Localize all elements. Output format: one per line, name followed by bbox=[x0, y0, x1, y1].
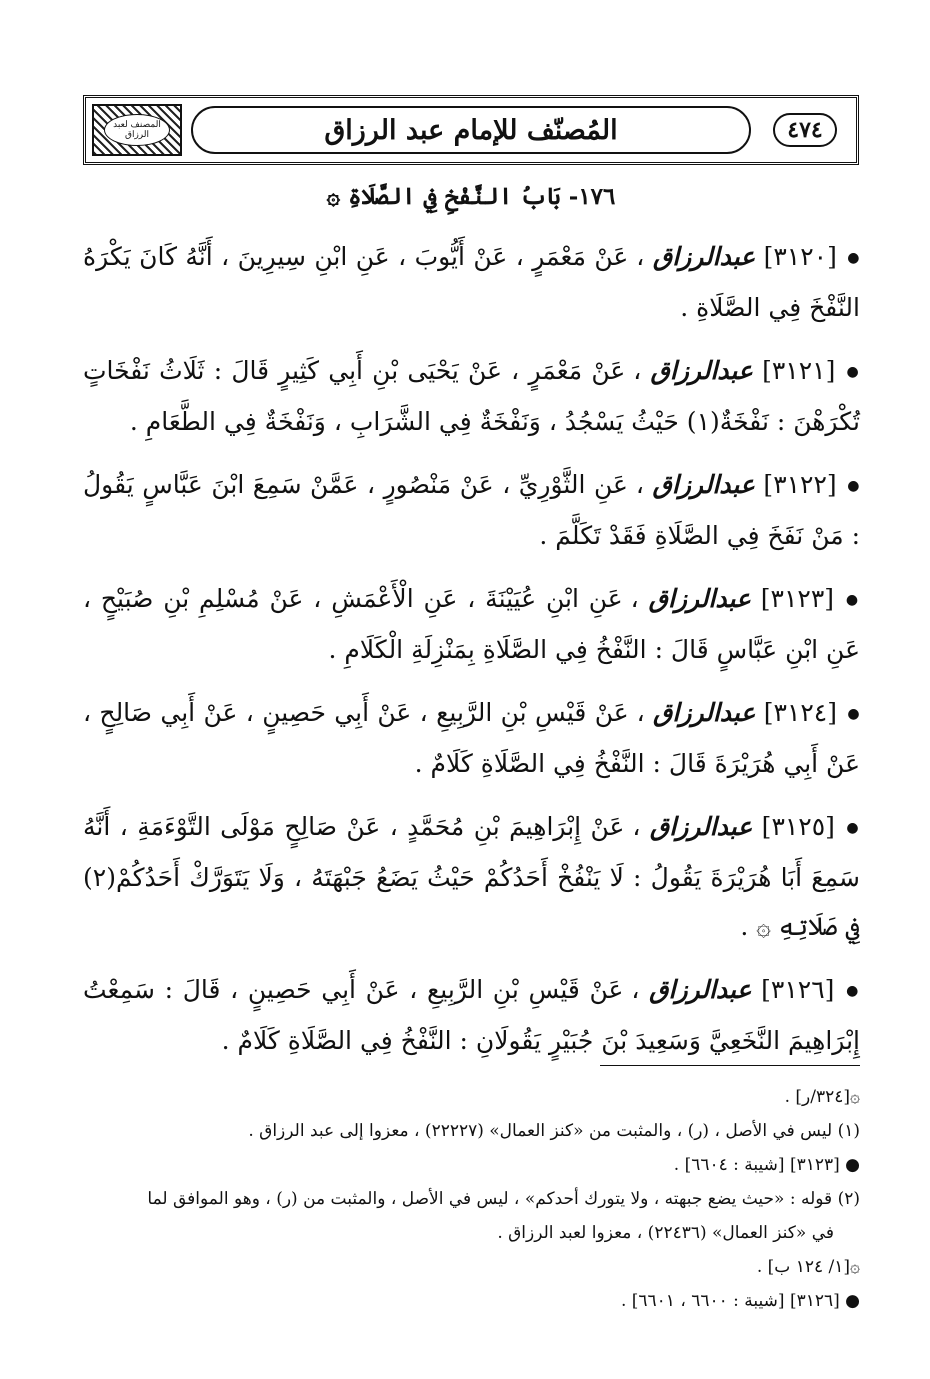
entry-author: عبدالرزاق bbox=[648, 584, 751, 613]
entry-text: ، عَنْ إِبْرَاهِيمَ بْنِ مُحَمَّدٍ ، عَنْ صَالِحٍ مَوْلَى التَّوْءَمَةِ ، أَنَّهُ سَمِعَ أَبَا هُرَيْرَةَ يَقُولُ : لَا يَنْفُخْ أَحَدُكُمْ حَيْثُ يَضَعُ جَبْهَتَهُ ، وَلَا يَتَوَرَّكْ أَحَدُكُمْ(٢) فِي صَلَاتِهِ ۞ . bbox=[83, 812, 860, 941]
entry-number: [٣١٢١] bbox=[762, 356, 836, 385]
footnote-separator bbox=[600, 1065, 860, 1066]
footnote: ۞[٣٢٤/ر] . bbox=[784, 1087, 860, 1107]
footnote: ● [٣١٢٣] [شيبة : ٦٦٠٤] . bbox=[673, 1155, 860, 1175]
entry-author: عبدالرزاق bbox=[653, 698, 756, 727]
hadith-entry bbox=[83, 965, 860, 1065]
hadith-entry bbox=[83, 574, 860, 674]
hadith-entry bbox=[83, 460, 860, 560]
footnote: (٢) قوله : «حيث يضع جبهته ، ولا يتورك أحدكم» ، ليس في الأصل ، والمثبت من (ر) ، وهو الموافق لما bbox=[147, 1189, 860, 1209]
bullet-icon: ● bbox=[847, 250, 860, 266]
hadith-entry bbox=[83, 346, 860, 446]
entry-author: عبدالرزاق bbox=[649, 975, 752, 1004]
entry-text: ، عَنِ الثَّوْرِيِّ ، عَنْ مَنْصُورٍ ، عَمَّنْ سَمِعَ ابْنَ عَبَّاسٍ يَقُولُ : مَنْ نَفَخَ فِي الصَّلَاةِ فَقَدْ تَكَلَّمَ . bbox=[83, 470, 860, 550]
footnote: في «كنز العمال» (٢٢٤٣٦) ، معزوا لعبد الرزاق . bbox=[497, 1223, 834, 1243]
bullet-icon: ● bbox=[847, 706, 860, 722]
ornament-text: المصنف لعبد الرزاق bbox=[104, 114, 170, 146]
main-text bbox=[83, 232, 860, 1079]
header-cartouche bbox=[191, 106, 751, 154]
hadith-entry bbox=[83, 802, 860, 951]
bullet-icon: ● bbox=[846, 364, 860, 380]
header-ornament-left bbox=[92, 104, 182, 156]
hadith-entry bbox=[83, 232, 860, 332]
entry-number: [٣١٢٤] bbox=[763, 698, 837, 727]
page-header bbox=[83, 95, 859, 165]
entry-text: ، عَنْ مَعْمَرٍ ، عَنْ يَحْيَى بْنِ أَبِي كَثِيرٍ قَالَ : ثَلَاثُ نَفْخَاتٍ تُكْرَهْنَ : نَفْخَةٌ(١) حَيْثُ يَسْجُدُ ، وَنَفْخَةٌ فِي الشَّرَابِ ، وَنَفْخَةٌ فِي الطَّعَامِ . bbox=[83, 356, 860, 436]
entry-author: عبدالرزاق bbox=[649, 812, 753, 841]
bullet-icon: ● bbox=[845, 592, 860, 608]
entry-author: عبدالرزاق bbox=[650, 356, 753, 385]
entry-number: [٣١٢٦] bbox=[761, 975, 835, 1004]
entry-text: ، عَنْ قَيْسِ بْنِ الرَّبِيعِ ، عَنْ أَبِي حَصِينٍ ، قَالَ : سَمِعْتُ إِبْرَاهِيمَ النَّخَعِيَّ وَسَعِيدَ بْنَ جُبَيْرٍ يَقُولَانِ : النَّفْخُ فِي الصَّلَاةِ كَلَامٌ . bbox=[83, 975, 860, 1055]
footnote: ● [٣١٢٦] [شيبة : ٦٦٠٠ ، ٦٦٠١] . bbox=[620, 1291, 860, 1311]
bullet-icon: ● bbox=[847, 478, 861, 494]
entry-number: [٣١٢٠] bbox=[763, 242, 837, 271]
book-title: المُصنّف للإمام عبد الرزاق bbox=[324, 114, 618, 146]
entry-text: ، عَنْ مَعْمَرٍ ، عَنْ أَيُّوبَ ، عَنِ ابْنِ سِيرِينَ ، أَنَّهُ كَانَ يَكْرَهُ النَّفْخَ فِي الصَّلَاةِ . bbox=[83, 242, 860, 322]
entry-text: ، عَنْ قَيْسِ بْنِ الرَّبِيعِ ، عَنْ أَبِي حَصِينٍ ، عَنْ أَبِي صَالِحٍ ، عَنْ أَبِي هُرَيْرَةَ قَالَ : النَّفْخُ فِي الصَّلَاةِ كَلَامٌ . bbox=[83, 698, 860, 778]
footnote: (١) ليس في الأصل ، (ر) ، والمثبت من «كنز العمال» (٢٢٢٢٧) ، معزوا إلى عبد الرزاق . bbox=[248, 1121, 860, 1141]
entry-number: [٣١٢٣] bbox=[760, 584, 835, 613]
bullet-icon: ● bbox=[846, 820, 861, 836]
footnotes bbox=[83, 1080, 860, 1318]
entry-number: [٣١٢٢] bbox=[763, 470, 837, 499]
hadith-entry bbox=[83, 688, 860, 788]
entry-text: ، عَنِ ابْنِ عُيَيْنَةَ ، عَنِ الْأَعْمَشِ ، عَنْ مُسْلِمِ بْنِ صُبَيْحٍ ، عَنِ ابْنِ عَبَّاسٍ قَالَ : النَّفْخُ فِي الصَّلَاةِ بِمَنْزِلَةِ الْكَلَامِ . bbox=[83, 584, 860, 664]
chapter-title: ١٧٦- بَابُ النَّفْخِ فِي الصَّلَاةِ ۞ bbox=[326, 183, 616, 210]
footnote: ۞[١/ ١٢٤ ب] . bbox=[756, 1257, 860, 1277]
entry-author: عبدالرزاق bbox=[652, 242, 756, 271]
entry-author: عبدالرزاق bbox=[652, 470, 755, 499]
entry-number: [٣١٢٥] bbox=[761, 812, 835, 841]
page-number: ٤٧٤ bbox=[773, 113, 836, 147]
bullet-icon: ● bbox=[846, 983, 861, 999]
page-number-box bbox=[760, 104, 850, 156]
